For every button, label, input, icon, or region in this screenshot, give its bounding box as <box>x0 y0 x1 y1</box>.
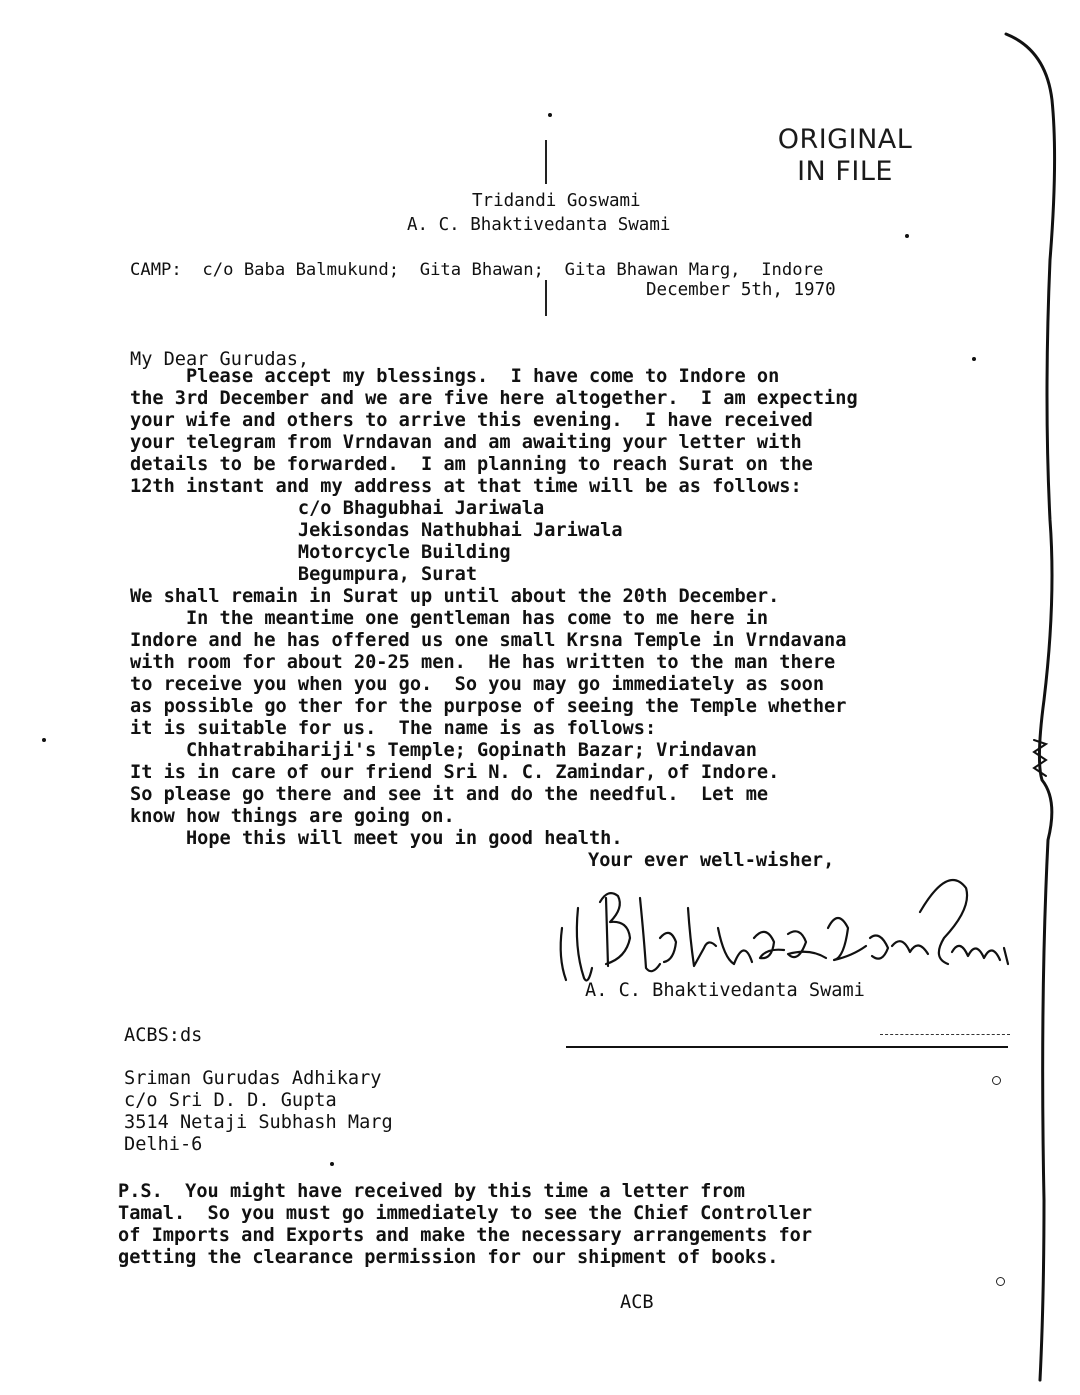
vertical-mark <box>545 140 547 184</box>
body-line: 12th instant and my address at that time will be as follows: <box>130 476 802 497</box>
postscript-line: P.S. You might have received by this time a letter from <box>118 1181 745 1202</box>
footer-initials: ACB <box>620 1292 654 1313</box>
body-line: So please go there and see it and do the needful. Let me <box>130 784 769 805</box>
page-edge-artifact <box>1000 0 1080 1395</box>
speck-mark <box>42 738 46 742</box>
body-line: Indore and he has offered us one small Krsna Temple in Vrndavana <box>130 630 847 651</box>
body-line: Hope this will meet you in good health. <box>130 828 623 849</box>
reference-initials: ACBS:ds <box>124 1025 203 1046</box>
speck-mark <box>330 1162 334 1166</box>
body-line: as possible go ther for the purpose of seeing the Temple whether <box>130 696 847 717</box>
dashed-rule <box>880 1034 1010 1035</box>
stamp-line-2: IN FILE <box>797 156 893 187</box>
body-line: with room for about 20-25 men. He has written to the man there <box>130 652 836 673</box>
body-line: We shall remain in Surat up until about the 20th December. <box>130 586 780 607</box>
speck-mark <box>905 234 909 238</box>
header-title: Tridandi Goswami <box>472 191 641 211</box>
postscript-line: Tamal. So you must go immediately to see the Chief Controller <box>118 1203 813 1224</box>
address-line: Sriman Gurudas Adhikary <box>124 1068 382 1089</box>
body-line: In the meantime one gentleman has come to me here in <box>130 608 769 629</box>
circle-mark <box>996 1277 1005 1286</box>
body-line: your telegram from Vrndavan and am awaiting your letter with <box>130 432 802 453</box>
original-in-file-stamp <box>760 124 930 188</box>
body-line: Chhatrabihariji's Temple; Gopinath Bazar; Vrindavan <box>130 740 757 761</box>
body-line: it is suitable for us. The name is as follows: <box>130 718 657 739</box>
postscript-line: getting the clearance permission for our shipment of books. <box>118 1247 779 1268</box>
body-line: c/o Bhagubhai Jariwala <box>130 498 545 519</box>
address-line: c/o Sri D. D. Gupta <box>124 1090 337 1111</box>
address-line: 3514 Netaji Subhash Marg <box>124 1112 393 1133</box>
body-line: Begumpura, Surat <box>130 564 478 585</box>
header-name: A. C. Bhaktivedanta Swami <box>407 215 671 235</box>
closing: Your ever well-wisher, <box>588 850 835 871</box>
body-line: Jekisondas Nathubhai Jariwala <box>130 520 623 541</box>
signer-name: A. C. Bhaktivedanta Swami <box>585 980 865 1001</box>
body-line: It is in care of our friend Sri N. C. Zamindar, of Indore. <box>130 762 780 783</box>
postscript-line: of Imports and Exports and make the necessary arrangements for <box>118 1225 813 1246</box>
body-line: know how things are going on. <box>130 806 455 827</box>
vertical-mark <box>545 280 547 316</box>
stamp-line-1: ORIGINAL <box>777 124 913 155</box>
camp-address: CAMP: c/o Baba Balmukund; Gita Bhawan; Gita Bhawan Marg, Indore <box>130 260 824 280</box>
body-line: Motorcycle Building <box>130 542 511 563</box>
body-line: Please accept my blessings. I have come to Indore on <box>130 366 780 387</box>
salutation: My Dear Gurudas, <box>130 349 310 370</box>
speck-mark <box>972 357 976 361</box>
speck-mark <box>548 113 552 117</box>
circle-mark <box>992 1076 1001 1085</box>
body-line: the 3rd December and we are five here altogether. I am expecting <box>130 388 858 409</box>
handwritten-signature <box>548 868 1028 998</box>
address-line: Delhi-6 <box>124 1134 203 1155</box>
letter-date: December 5th, 1970 <box>646 280 836 300</box>
body-line: details to be forwarded. I am planning to reach Surat on the <box>130 454 813 475</box>
signature-rule <box>566 1046 1008 1048</box>
body-line: your wife and others to arrive this evening. I have received <box>130 410 813 431</box>
body-line: to receive you when you go. So you may go immediately as soon <box>130 674 825 695</box>
